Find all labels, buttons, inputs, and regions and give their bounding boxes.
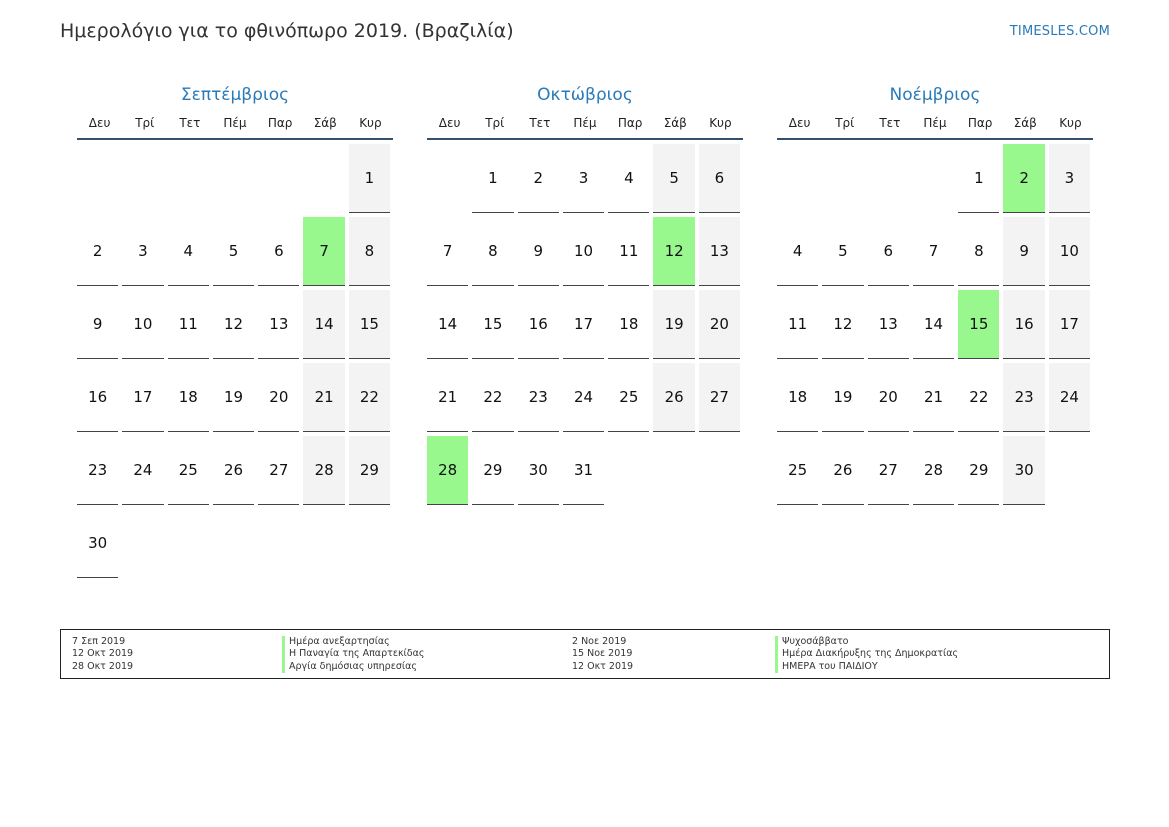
weekday-label: Δευ bbox=[788, 116, 811, 130]
day-cell: 5 bbox=[653, 144, 694, 213]
day-cell: 18 bbox=[777, 363, 818, 432]
day-cell: 2 bbox=[518, 144, 559, 213]
day-cell: 10 bbox=[122, 290, 163, 359]
day-cell: 12 bbox=[822, 290, 863, 359]
brand-link[interactable]: TIMESLES.COM bbox=[1009, 24, 1110, 39]
legend-holiday-name: Η Παναγία της Απαρτεκίδας bbox=[282, 648, 424, 660]
month-title: Νοέμβριος bbox=[889, 85, 981, 105]
day-cell: 20 bbox=[699, 290, 740, 359]
holiday-day-cell: 15 bbox=[958, 290, 999, 359]
holiday-day-cell: 2 bbox=[1003, 144, 1044, 213]
day-cell: 19 bbox=[213, 363, 254, 432]
day-cell: 9 bbox=[77, 290, 118, 359]
day-cell: 10 bbox=[1049, 217, 1090, 286]
day-cell: 14 bbox=[913, 290, 954, 359]
day-cell: 12 bbox=[213, 290, 254, 359]
month-september bbox=[77, 84, 393, 578]
legend-holiday-name: Ψυχοσάββατο bbox=[775, 636, 958, 648]
day-cell: 21 bbox=[913, 363, 954, 432]
day-grid bbox=[427, 144, 743, 505]
day-cell: 15 bbox=[349, 290, 390, 359]
day-cell: 9 bbox=[518, 217, 559, 286]
weekday-label: Πέμ bbox=[573, 116, 597, 130]
day-cell: 29 bbox=[958, 436, 999, 505]
day-cell: 3 bbox=[122, 217, 163, 286]
day-cell: 23 bbox=[1003, 363, 1044, 432]
day-cell: 5 bbox=[213, 217, 254, 286]
month-october bbox=[427, 84, 743, 505]
empty-cell bbox=[427, 144, 468, 213]
day-cell: 21 bbox=[303, 363, 344, 432]
day-cell: 26 bbox=[653, 363, 694, 432]
empty-cell bbox=[258, 144, 299, 213]
day-cell: 17 bbox=[1049, 290, 1090, 359]
day-cell: 3 bbox=[1049, 144, 1090, 213]
day-cell: 4 bbox=[168, 217, 209, 286]
weekday-label: Πέμ bbox=[223, 116, 247, 130]
weekday-label: Παρ bbox=[967, 116, 993, 130]
legend-dates-left bbox=[72, 636, 133, 673]
day-cell: 15 bbox=[472, 290, 513, 359]
weekday-label: Κυρ bbox=[709, 116, 732, 130]
weekday-label: Δευ bbox=[438, 116, 461, 130]
weekday-header bbox=[427, 116, 743, 140]
day-cell: 8 bbox=[472, 217, 513, 286]
day-cell: 30 bbox=[518, 436, 559, 505]
holiday-legend bbox=[60, 629, 1110, 679]
day-cell: 31 bbox=[563, 436, 604, 505]
empty-cell bbox=[213, 144, 254, 213]
day-cell: 25 bbox=[777, 436, 818, 505]
day-cell: 6 bbox=[699, 144, 740, 213]
day-cell: 23 bbox=[518, 363, 559, 432]
empty-cell bbox=[868, 144, 909, 213]
day-cell: 8 bbox=[349, 217, 390, 286]
day-cell: 19 bbox=[822, 363, 863, 432]
day-cell: 22 bbox=[958, 363, 999, 432]
day-cell: 13 bbox=[868, 290, 909, 359]
legend-date: 28 Οκτ 2019 bbox=[72, 660, 134, 672]
day-cell: 27 bbox=[699, 363, 740, 432]
empty-cell bbox=[822, 144, 863, 213]
day-cell: 26 bbox=[213, 436, 254, 505]
day-cell: 3 bbox=[563, 144, 604, 213]
day-cell: 2 bbox=[77, 217, 118, 286]
day-cell: 18 bbox=[608, 290, 649, 359]
day-cell: 10 bbox=[563, 217, 604, 286]
day-cell: 29 bbox=[349, 436, 390, 505]
day-cell: 11 bbox=[608, 217, 649, 286]
month-title: Οκτώβριος bbox=[537, 85, 633, 105]
weekday-label: Σάβ bbox=[663, 116, 687, 130]
day-cell: 11 bbox=[168, 290, 209, 359]
day-cell: 16 bbox=[77, 363, 118, 432]
day-cell: 9 bbox=[1003, 217, 1044, 286]
weekday-label: Κυρ bbox=[359, 116, 382, 130]
day-cell: 1 bbox=[958, 144, 999, 213]
legend-holiday-name: Αργία δημόσιας υπηρεσίας bbox=[282, 661, 424, 673]
weekday-label: Παρ bbox=[617, 116, 643, 130]
day-cell: 13 bbox=[699, 217, 740, 286]
empty-cell bbox=[303, 144, 344, 213]
weekday-label: Σάβ bbox=[313, 116, 337, 130]
day-cell: 6 bbox=[258, 217, 299, 286]
day-cell: 13 bbox=[258, 290, 299, 359]
day-cell: 20 bbox=[258, 363, 299, 432]
day-cell: 29 bbox=[472, 436, 513, 505]
day-grid bbox=[77, 144, 393, 578]
day-cell: 27 bbox=[258, 436, 299, 505]
empty-cell bbox=[168, 144, 209, 213]
day-cell: 14 bbox=[427, 290, 468, 359]
legend-names-left bbox=[282, 636, 424, 673]
legend-date: 7 Σεπ 2019 bbox=[72, 636, 126, 647]
day-cell: 24 bbox=[1049, 363, 1090, 432]
legend-date: 12 Οκτ 2019 bbox=[72, 648, 134, 660]
empty-cell bbox=[77, 144, 118, 213]
page-title: Ημερολόγιο για το φθινόπωρο 2019. (Βραζιλία) bbox=[60, 20, 514, 42]
day-cell: 25 bbox=[608, 363, 649, 432]
day-cell: 30 bbox=[77, 509, 118, 578]
day-cell: 8 bbox=[958, 217, 999, 286]
day-cell: 4 bbox=[608, 144, 649, 213]
day-cell: 17 bbox=[563, 290, 604, 359]
day-cell: 16 bbox=[1003, 290, 1044, 359]
month-november bbox=[777, 84, 1093, 505]
day-cell: 26 bbox=[822, 436, 863, 505]
day-cell: 25 bbox=[168, 436, 209, 505]
day-cell: 28 bbox=[913, 436, 954, 505]
legend-date: 12 Οκτ 2019 bbox=[572, 660, 634, 672]
legend-date: 15 Νοε 2019 bbox=[572, 648, 633, 660]
day-cell: 5 bbox=[822, 217, 863, 286]
day-cell: 22 bbox=[349, 363, 390, 432]
day-cell: 19 bbox=[653, 290, 694, 359]
weekday-label: Παρ bbox=[267, 116, 293, 130]
legend-names-right bbox=[775, 636, 958, 673]
weekday-label: Πέμ bbox=[923, 116, 947, 130]
empty-cell bbox=[777, 144, 818, 213]
day-cell: 14 bbox=[303, 290, 344, 359]
day-cell: 24 bbox=[563, 363, 604, 432]
day-cell: 6 bbox=[868, 217, 909, 286]
day-cell: 11 bbox=[777, 290, 818, 359]
weekday-label: Τετ bbox=[179, 116, 201, 130]
weekday-label: Τετ bbox=[529, 116, 551, 130]
holiday-day-cell: 7 bbox=[303, 217, 344, 286]
day-cell: 1 bbox=[349, 144, 390, 213]
weekday-label: Δευ bbox=[88, 116, 111, 130]
weekday-label: Τρί bbox=[835, 116, 855, 130]
day-cell: 22 bbox=[472, 363, 513, 432]
empty-cell bbox=[122, 144, 163, 213]
legend-holiday-name: ΗΜΕΡΑ του ΠΑΙΔΙΟΥ bbox=[775, 661, 958, 673]
weekday-header bbox=[777, 116, 1093, 140]
day-cell: 16 bbox=[518, 290, 559, 359]
month-title: Σεπτέμβριος bbox=[180, 85, 290, 105]
day-cell: 21 bbox=[427, 363, 468, 432]
day-cell: 28 bbox=[303, 436, 344, 505]
empty-cell bbox=[913, 144, 954, 213]
legend-holiday-name: Ημέρα Διακήρυξης της Δημοκρατίας bbox=[775, 648, 958, 660]
holiday-day-cell: 12 bbox=[653, 217, 694, 286]
holiday-day-cell: 28 bbox=[427, 436, 468, 505]
day-cell: 24 bbox=[122, 436, 163, 505]
day-cell: 1 bbox=[472, 144, 513, 213]
day-cell: 30 bbox=[1003, 436, 1044, 505]
weekday-label: Τρί bbox=[485, 116, 505, 130]
day-cell: 4 bbox=[777, 217, 818, 286]
day-cell: 7 bbox=[427, 217, 468, 286]
day-cell: 17 bbox=[122, 363, 163, 432]
day-cell: 20 bbox=[868, 363, 909, 432]
legend-holiday-name: Ημέρα ανεξαρτησίας bbox=[282, 636, 424, 648]
day-cell: 23 bbox=[77, 436, 118, 505]
day-cell: 18 bbox=[168, 363, 209, 432]
weekday-label: Κυρ bbox=[1059, 116, 1082, 130]
day-grid bbox=[777, 144, 1093, 505]
day-cell: 7 bbox=[913, 217, 954, 286]
legend-date: 2 Νοε 2019 bbox=[572, 636, 627, 647]
weekday-label: Τετ bbox=[879, 116, 901, 130]
weekday-label: Τρί bbox=[135, 116, 155, 130]
legend-dates-right bbox=[572, 636, 633, 673]
weekday-label: Σάβ bbox=[1013, 116, 1037, 130]
weekday-header bbox=[77, 116, 393, 140]
day-cell: 27 bbox=[868, 436, 909, 505]
